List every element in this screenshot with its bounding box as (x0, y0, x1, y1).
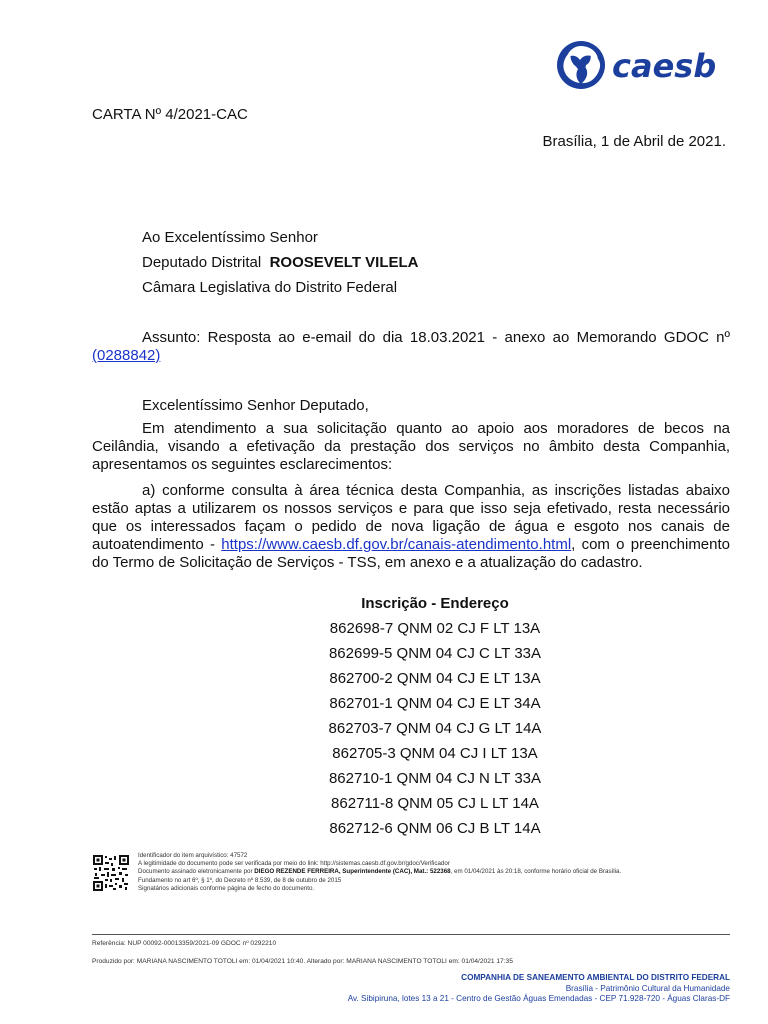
greeting: Excelentíssimo Senhor Deputado, (142, 397, 369, 414)
list-item: 862705-3 QNM 04 CJ I LT 13A (332, 745, 538, 762)
legal-basis: Fundamento no art 6º, § 1º, do Decreto nº 8.539, de 8 de outubro de 2015 (138, 876, 342, 884)
paragraph-1: Em atendimento a sua solicitação quanto ao apoio aos moradores de becos na Ceilândia, visando a efetivação da prestação dos serviços no âmbito desta Companhia, apresentamos os seguintes esclarecimentos: (92, 420, 730, 473)
list-item: 862711-8 QNM 05 CJ L LT 14A (331, 795, 539, 812)
footer-company: COMPANHIA DE SANEAMENTO AMBIENTAL DO DISTRITO FEDERAL (461, 973, 730, 982)
list-item: 862699-5 QNM 04 CJ C LT 33A (328, 645, 542, 662)
reference: Referência: NUP 00092-00013359/2021-09 GDOC nº 0292210 (92, 940, 277, 947)
recipient-title-line (142, 254, 418, 272)
footer-divider (92, 934, 730, 935)
signed-by-suffix: , em 01/04/2021 às 20:18, conforme horário oficial de Brasília. (450, 868, 622, 876)
caesb-logo (556, 40, 728, 90)
memo-link[interactable]: (0288842) (92, 347, 161, 364)
subject (92, 329, 730, 365)
paragraph-2 (92, 482, 730, 572)
list-item: 862703-7 QNM 04 CJ G LT 14A (328, 720, 542, 737)
verification-note: A legitimidade do documento pode ser verificada por meio do link: http://sistemas.caesb.df.gov.br/gdoc/Verificador (138, 860, 450, 868)
signed-by-prefix: Documento assinado eletronicamente por (138, 868, 253, 876)
caesb-symbol-icon (557, 41, 605, 89)
caesb-wordmark: caesb (612, 47, 717, 85)
place-date: Brasília, 1 de Abril de 2021. (542, 133, 726, 150)
paragraph-2-text: a) conforme consulta à área técnica desta Companhia, as inscrições listadas abaixo estão aptas a utilizarem os nossos serviços e para que isso seja efetivado, resta necessário que os interessados façam o pedido de nova ligação de água e esgoto nos canais de autoatendimento - (92, 482, 730, 553)
paragraph-2-text-end: , com o preenchimento do Termo de Solicitação de Serviços - TSS, em anexo e a atualização do cadastro. (92, 536, 731, 571)
produced-by: Produzido por: MARIANA NASCIMENTO TOTOLI em: 01/04/2021 10:40. Alterado por: MARIANA NASCIMENTO TOTOLI em: 01/04/2021 17:35 (92, 958, 513, 965)
list-header: Inscrição - Endereço (361, 595, 509, 612)
subject-text: Assunto: Resposta ao e-email do dia 18.03.2021 - anexo ao Memorando GDOC nº (142, 329, 730, 346)
list-item: 862712-6 QNM 06 CJ B LT 14A (329, 820, 541, 837)
signature-block (138, 852, 728, 893)
recipient-name: ROOSEVELT VILELA (269, 254, 419, 271)
signer-name: DIEGO REZENDE FERREIRA, Superintendente (CAC), Mat.: 522368 (254, 868, 451, 876)
list-item: 862701-1 QNM 04 CJ E LT 34A (329, 695, 541, 712)
additional-signers: Signatários adicionais conforme página de fecho do documento. (138, 884, 315, 892)
recipient-title: Deputado Distrital (142, 254, 262, 271)
list-item: 862700-2 QNM 04 CJ E LT 13A (329, 670, 541, 687)
service-channels-link[interactable]: https://www.caesb.df.gov.br/canais-atendimento.html (221, 536, 572, 553)
signed-by (138, 868, 728, 876)
archive-id: Identificador do item arquivístico: 47572 (138, 852, 248, 859)
footer-address: Av. Sibipiruna, lotes 13 a 21 - Centro de Gestão Águas Emendadas - CEP 71.928-720 - Águas Claras-DF (347, 994, 730, 1003)
footer-heritage: Brasília - Patrimônio Cultural da Humanidade (565, 984, 730, 993)
list-item: 862710-1 QNM 04 CJ N LT 33A (328, 770, 542, 787)
list-item: 862698-7 QNM 02 CJ F LT 13A (329, 620, 541, 637)
recipient-salutation: Ao Excelentíssimo Senhor (142, 229, 318, 246)
recipient-institution: Câmara Legislativa do Distrito Federal (142, 279, 398, 296)
letter-number: CARTA Nº 4/2021-CAC (92, 106, 248, 123)
qr-code-icon (93, 855, 129, 891)
